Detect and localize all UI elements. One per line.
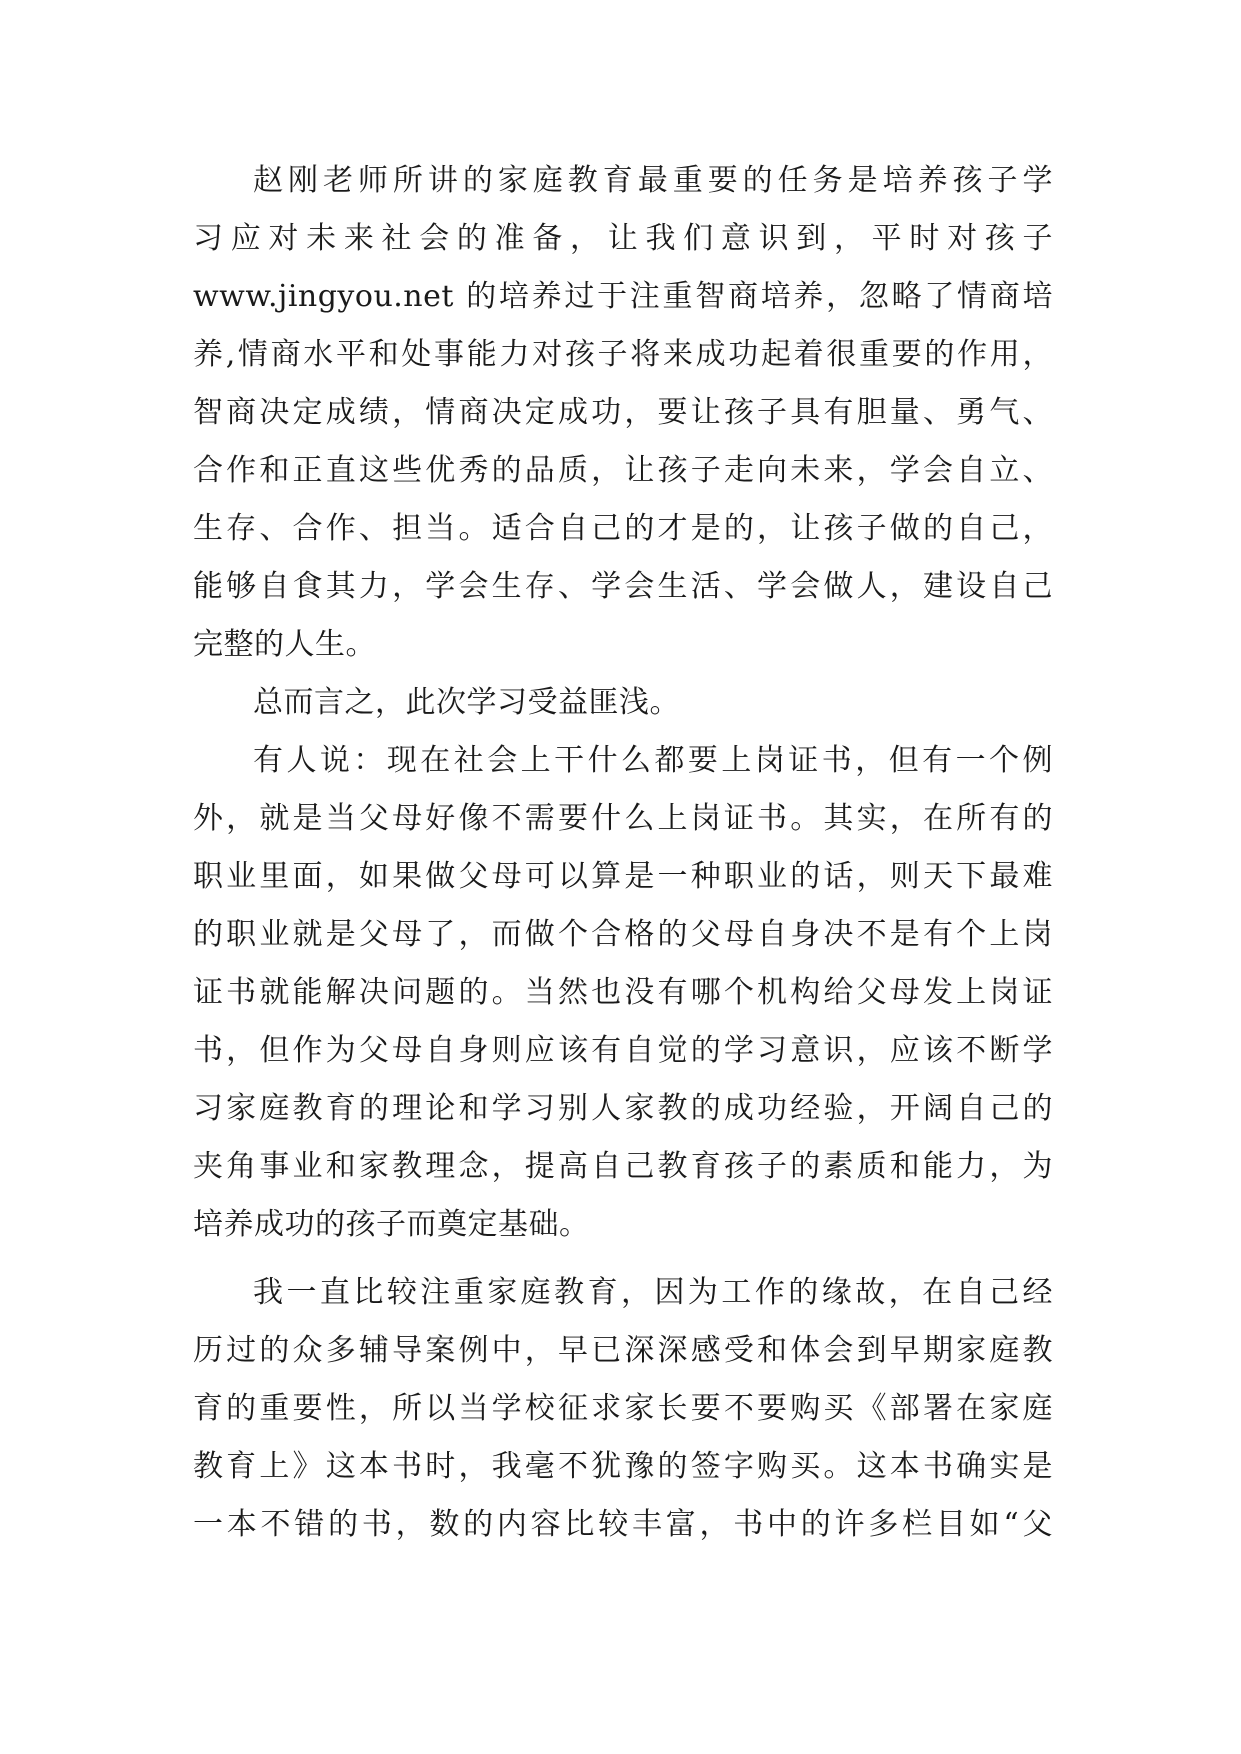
paragraph-line: 教育上》这本书时，我毫不犹豫的签字购买。这本书确实是 bbox=[193, 1449, 1053, 1484]
paragraph-line: 外，就是当父母好像不需要什么上岗证书。其实，在所有的 bbox=[193, 801, 1053, 836]
paragraph-line: 完整的人生。 bbox=[193, 627, 376, 662]
paragraph-line: 的职业就是父母了，而做个合格的父母自身决不是有个上岗 bbox=[193, 917, 1053, 952]
paragraph-line: 历过的众多辅导案例中，早已深深感受和体会到早期家庭教 bbox=[193, 1333, 1053, 1368]
paragraph-line: 培养成功的孩子而奠定基础。 bbox=[193, 1207, 590, 1242]
paragraph-line: 赵刚老师所讲的家庭教育最重要的任务是培养孩子学 bbox=[253, 163, 1053, 198]
paragraph-line: 一本不错的书，数的内容比较丰富，书中的许多栏目如“父 bbox=[193, 1507, 1053, 1542]
paragraph-line: 智商决定成绩，情商决定成功，要让孩子具有胆量、勇气、 bbox=[193, 395, 1053, 430]
paragraph-line: 养,情商水平和处事能力对孩子将来成功起着很重要的作用， bbox=[193, 337, 1053, 372]
paragraph-line: 能够自食其力，学会生存、学会生活、学会做人，建设自己 bbox=[193, 569, 1053, 604]
paragraph-line: 书，但作为父母自身则应该有自觉的学习意识，应该不断学 bbox=[193, 1033, 1053, 1068]
paragraph-line: 有人说：现在社会上干什么都要上岗证书，但有一个例 bbox=[253, 743, 1053, 778]
paragraph-line: 证书就能解决问题的。当然也没有哪个机构给父母发上岗证 bbox=[193, 975, 1053, 1010]
paragraph-line: 习家庭教育的理论和学习别人家教的成功经验，开阔自己的 bbox=[193, 1091, 1053, 1126]
paragraph-line: 育的重要性，所以当学校征求家长要不要购买《部署在家庭 bbox=[193, 1391, 1053, 1426]
paragraph-line: 职业里面，如果做父母可以算是一种职业的话，则天下最难 bbox=[193, 859, 1053, 894]
paragraph-line: 总而言之，此次学习受益匪浅。 bbox=[253, 685, 680, 720]
paragraph-line: 习应对未来社会的准备，让我们意识到，平时对孩子 bbox=[193, 221, 1053, 256]
paragraph-line: 生存、合作、担当。适合自己的才是的，让孩子做的自己， bbox=[193, 511, 1053, 546]
paragraph-line: 我一直比较注重家庭教育，因为工作的缘故，在自己经 bbox=[253, 1275, 1053, 1310]
paragraph-line: 合作和正直这些优秀的品质，让孩子走向未来，学会自立、 bbox=[193, 453, 1053, 488]
paragraph-line: www.jingyou.net 的培养过于注重智商培养，忽略了情商培 bbox=[193, 279, 1053, 314]
paragraph-line: 夹角事业和家教理念，提高自己教育孩子的素质和能力，为 bbox=[193, 1149, 1053, 1184]
